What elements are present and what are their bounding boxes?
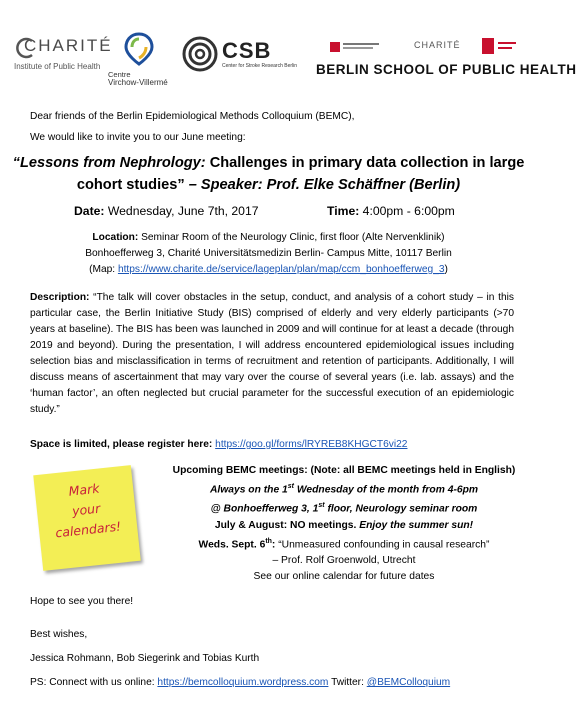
centre-name: Virchow-Villermé xyxy=(108,78,168,87)
upcoming-line6: See our online calendar for future dates xyxy=(253,571,435,583)
u3italic: Enjoy the summer sun! xyxy=(356,519,474,531)
time-line xyxy=(327,204,455,218)
small-charite-name: CHARITÉ xyxy=(414,40,461,50)
bih-logo-icon xyxy=(482,38,516,54)
time-value: 4:00pm - 6:00pm xyxy=(359,204,455,218)
ps-prefix: PS: Connect with us online: xyxy=(30,677,158,688)
upcoming-line4 xyxy=(152,534,536,553)
u2a: @ Bonhoefferweg 3, 1 xyxy=(210,503,319,515)
location-label: Location: xyxy=(92,232,139,243)
signature-names: Jessica Rohmann, Bob Siegerink and Tobias Kurth xyxy=(30,653,260,664)
mdc-logo-icon xyxy=(330,40,380,54)
charite-logo xyxy=(14,36,113,71)
sticky-note-text xyxy=(33,465,138,545)
twitter-label: Twitter: xyxy=(328,677,367,688)
best-wishes: Best wishes, xyxy=(30,629,88,640)
map-prefix: (Map: xyxy=(89,264,118,275)
upcoming-line5: – Prof. Rolf Groenwold, Utrecht xyxy=(272,555,416,567)
location-block xyxy=(0,230,537,278)
bsph-name: BERLIN SCHOOL OF PUBLIC HEALTH xyxy=(316,62,577,77)
register-link[interactable]: https://goo.gl/forms/lRYREB8KHGCT6vi22 xyxy=(215,439,408,450)
map-suffix: ) xyxy=(444,264,448,275)
sticky-line-your: your xyxy=(71,500,101,519)
description xyxy=(30,290,514,418)
charite-name: CHARITÉ xyxy=(24,36,113,55)
title-main: Challenges in primary data collection in large cohort studies” xyxy=(76,155,525,193)
u1a: Always on the 1 xyxy=(209,484,288,496)
date-line xyxy=(74,204,259,218)
register-label: Space is limited, please register here: xyxy=(30,439,216,450)
upcoming-line1 xyxy=(152,479,536,498)
csb-name: CSB xyxy=(222,38,272,63)
location-room: Seminar Room of the Neurology Clinic, first floor (Alte Nervenklinik) xyxy=(138,232,445,243)
hope-line: Hope to see you there! xyxy=(30,596,134,607)
u4colon: : xyxy=(271,539,276,551)
u4sup: th xyxy=(265,537,272,545)
upcoming-line3 xyxy=(152,518,536,534)
location-line1 xyxy=(0,230,537,246)
sticky-line-calendars: calendars! xyxy=(54,518,122,541)
date-label: Date: xyxy=(74,204,105,218)
u2b: floor, Neurology seminar room xyxy=(324,503,478,515)
speaker: – Speaker: Prof. Elke Schäffner (Berlin) xyxy=(184,177,461,193)
sticky-line-mark: Mark xyxy=(67,480,101,499)
u1b: Wednesday of the month from 4-6pm xyxy=(294,484,479,496)
upcoming-block xyxy=(152,463,536,585)
description-text: “The talk will cover obstacles in the setup, conduct, and analysis of a cohort study – in this particular case, the Berlin Initiative Study (BIS) comprised of elderly and very elderly participants (>70 years at baseline). The BIS has been was launched in 2009 and will continue for at least a decade (through 2019 and beyond). During the presentation, I will address encountered epidemiological issues including selection bias and misclassification in terms of recruitment and retention of participants. Additionally, I will discuss means of ascertainment that may vary over the course of several years (i.e. lab. assays) and the ‘human factor’, an often neglected but crucial parameter for the successful execution of an epidemiologic study.” xyxy=(30,292,514,415)
register-line xyxy=(30,437,407,453)
ps-line xyxy=(30,675,450,691)
csb-circles-icon xyxy=(182,36,218,72)
twitter-link[interactable]: @BEMColloquium xyxy=(366,677,451,688)
centre-pin-icon xyxy=(124,32,154,66)
upcoming-line2 xyxy=(152,498,536,517)
time-label: Time: xyxy=(327,204,360,218)
invite-line: We would like to invite you to our June meeting: xyxy=(30,132,246,143)
upcoming-heading: Upcoming BEMC meetings: (Note: all BEMC meetings held in English) xyxy=(172,465,516,476)
description-label: Description: xyxy=(30,292,90,303)
title-quote-open: “Lessons from Nephrology: xyxy=(12,155,210,171)
centre-label: Centre xyxy=(108,70,131,79)
u2sup: st xyxy=(318,502,325,510)
talk-title xyxy=(0,152,537,196)
u1sup: st xyxy=(287,483,295,490)
charite-arc-icon xyxy=(16,38,36,58)
bsph-logo-row xyxy=(316,36,577,80)
location-line2: Bonhoefferweg 3, Charité Universitätsmedizin Berlin- Campus Mitte, 10117 Berlin xyxy=(85,248,452,259)
u4bold: Weds. Sept. 6 xyxy=(198,539,266,551)
map-link[interactable]: https://www.charite.de/service/lageplan/plan/map/ccm_bonhoefferweg_3 xyxy=(117,264,445,275)
location-map xyxy=(0,262,537,278)
charite-institute: Institute of Public Health xyxy=(14,62,101,71)
csb-subtitle: Center for Stroke Research Berlin xyxy=(222,63,298,69)
sticky-note xyxy=(33,465,140,571)
website-link[interactable]: https://bemcolloquium.wordpress.com xyxy=(157,677,329,688)
u3bold: July & August: NO meetings. xyxy=(214,519,357,531)
greeting: Dear friends of the Berlin Epidemiological Methods Colloquium (BEMC), xyxy=(30,111,355,122)
date-value: Wednesday, June 7th, 2017 xyxy=(104,204,259,218)
u4rest: “Unmeasured confounding in causal research” xyxy=(275,539,490,551)
